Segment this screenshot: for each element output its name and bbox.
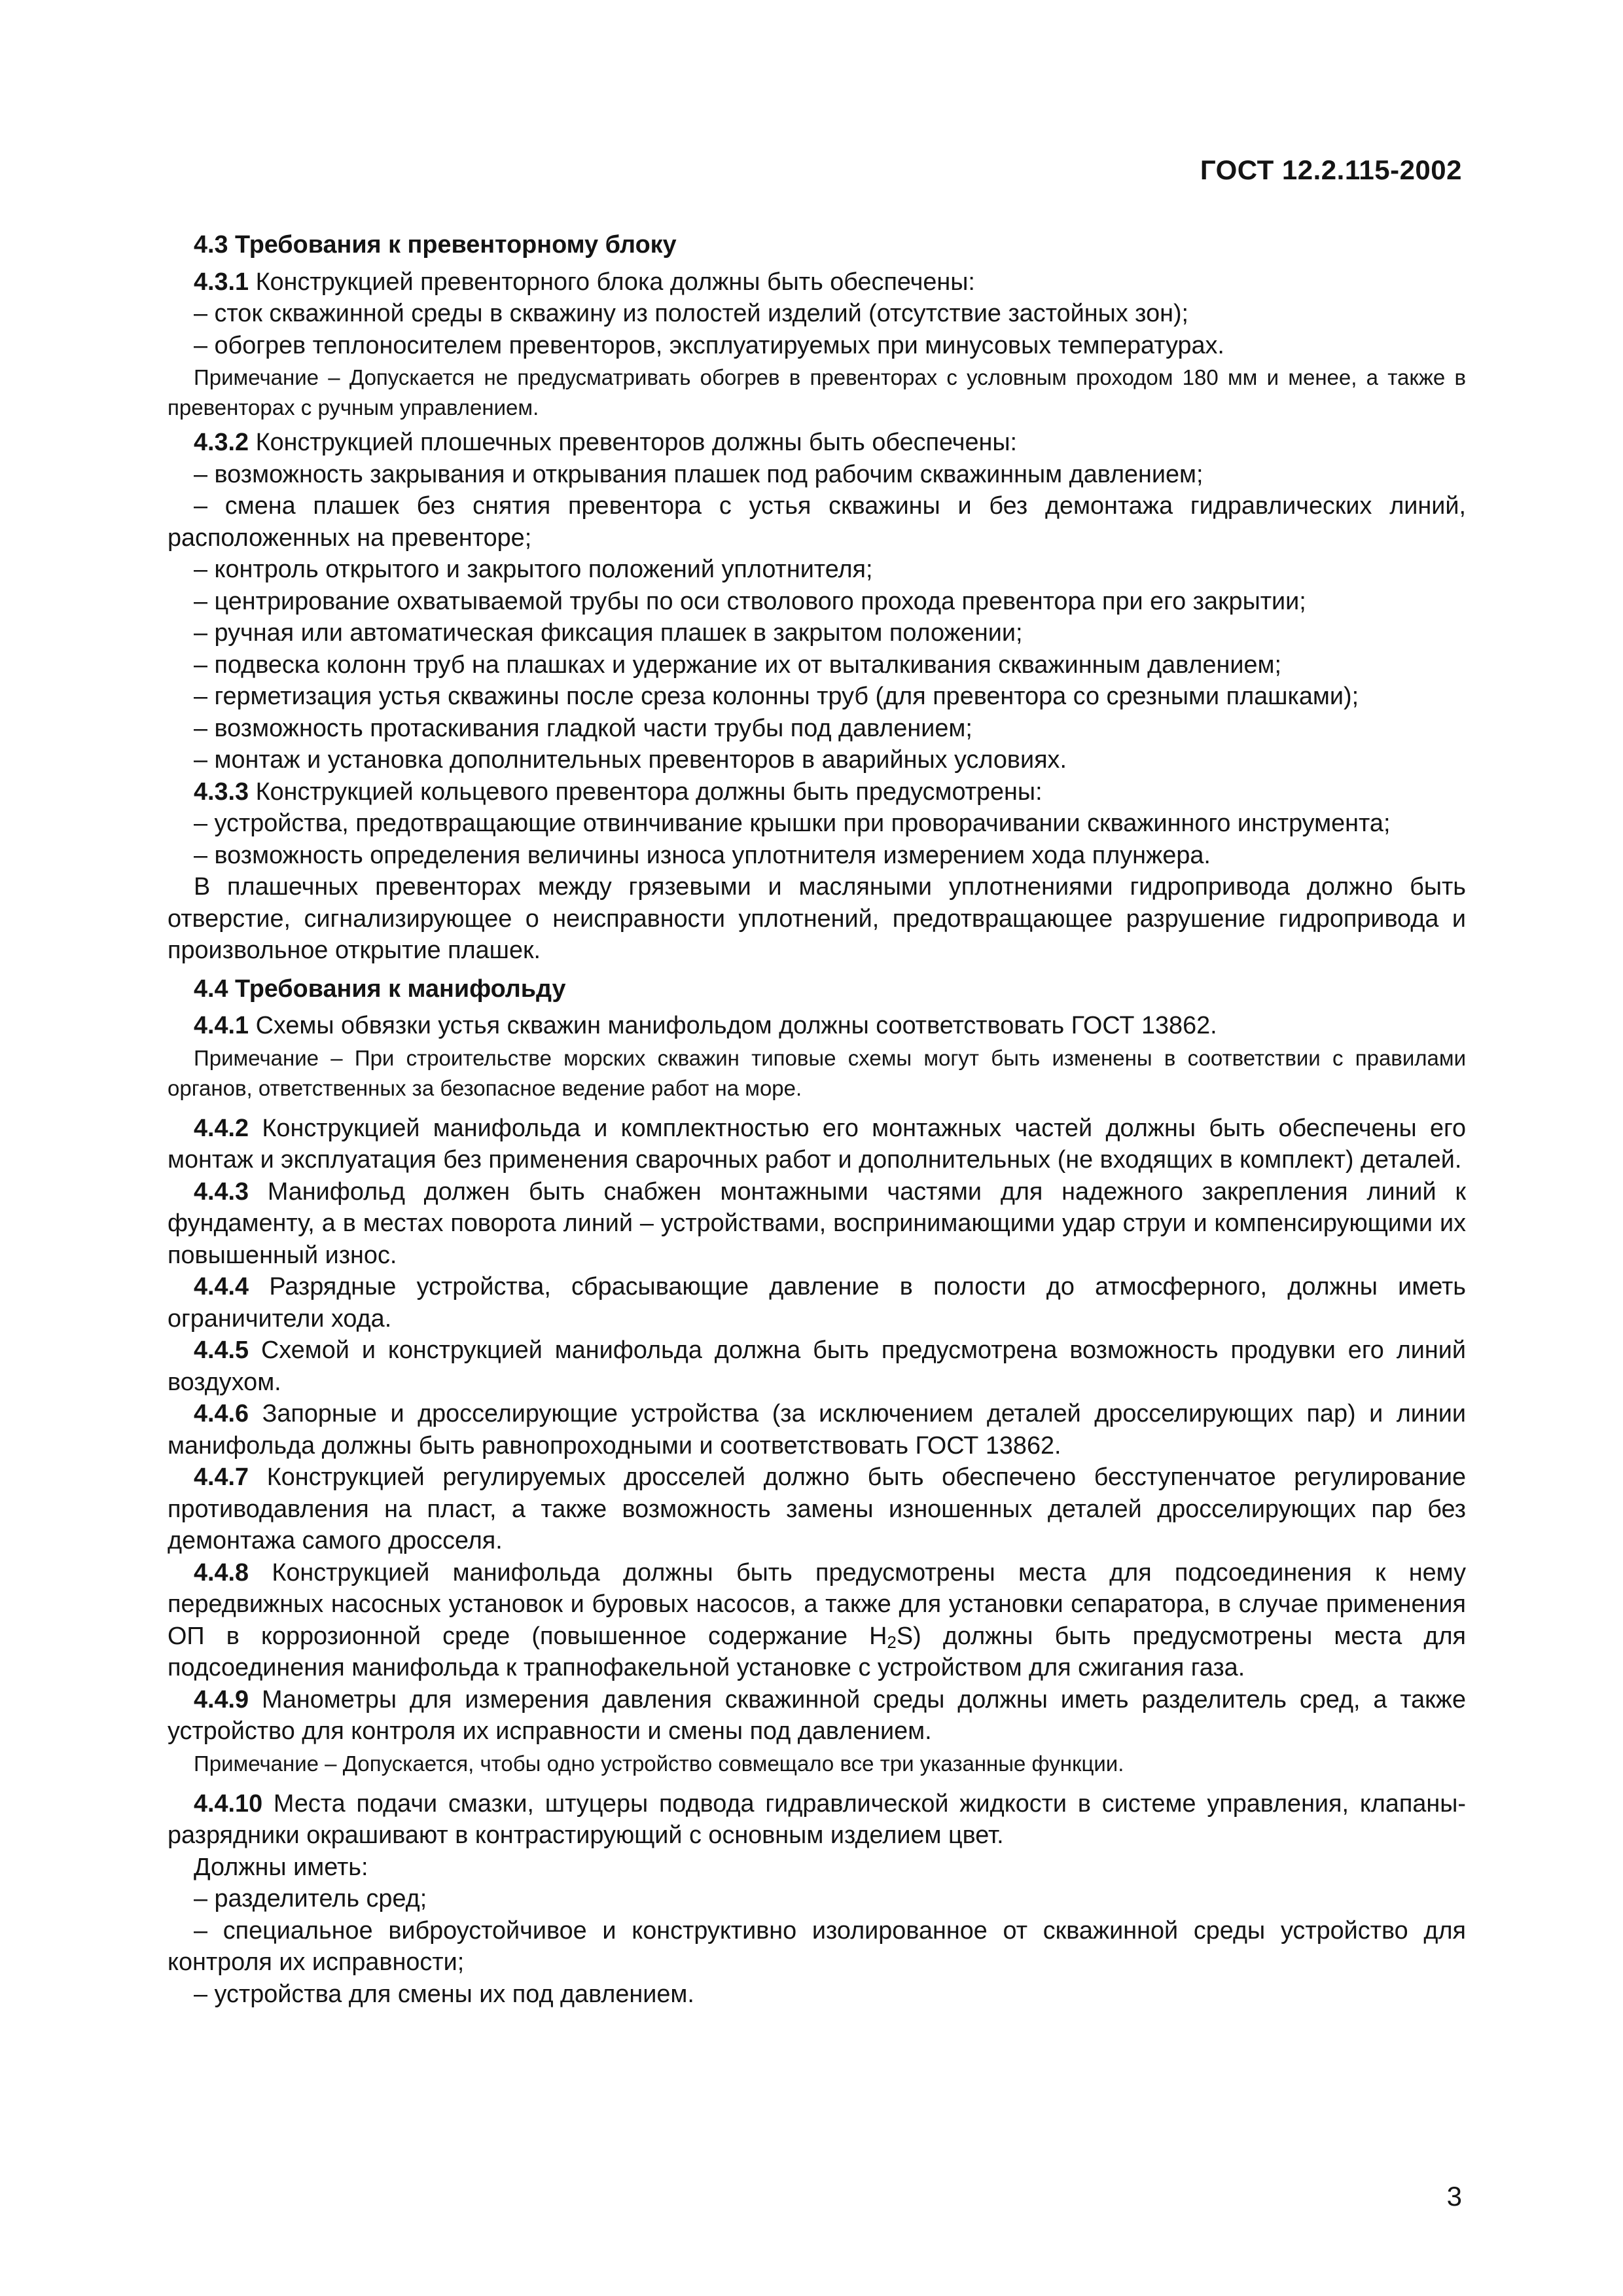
clause-number: 4.4.4: [194, 1273, 249, 1300]
clause-4-4-2: [168, 1113, 1466, 1176]
clause-text: Манометры для измерения давления скважинной среды должны иметь разделитель сред, а также устройство для контроля их исправности и смены под давлением.: [168, 1685, 1466, 1745]
document-code-header: ГОСТ 12.2.115-2002: [1200, 154, 1462, 185]
document-body: [168, 229, 1466, 2010]
clause-4-4-4: [168, 1271, 1466, 1335]
clause-number: 4.4.9: [194, 1685, 249, 1713]
clause-4-3-3: [168, 776, 1466, 808]
clause-4-4-9: [168, 1684, 1466, 1748]
list-item: – возможность протаскивания гладкой части трубы под давлением;: [194, 714, 972, 742]
clause-number: 4.3.3: [194, 778, 249, 806]
list-item: – смена плашек без снятия превентора с устья скважины и без демонтажа гидравлических линий, расположенных на превенторе;: [168, 492, 1466, 552]
clause-number: 4.3.2: [194, 429, 249, 456]
clause-number: 4.4.3: [194, 1177, 249, 1206]
subscript: 2: [887, 1632, 897, 1652]
list-item: – устройства, предотвращающие отвинчивание крышки при проворачивании скважинного инструмента;: [194, 810, 1391, 837]
note-4-3-1: Примечание – Допускается не предусматривать обогрев в превенторах с условным проходом 180 мм и менее, а также в превенторах с ручным управлением.: [168, 365, 1466, 420]
clause-text: Запорные и дросселирующие устройства (за исключением деталей дросселирующих пар) и линии манифольда должны быть равнопроходными и соответствовать ГОСТ 13862.: [168, 1400, 1466, 1460]
section-heading-4-3: 4.3 Требования к превенторному блоку: [194, 231, 677, 259]
clause-text: Конструкцией регулируемых дросселей должно быть обеспечено бесступенчатое регулирование противодавления на пласт, а также возможность замены изношенных деталей дросселирующих пар без демонтажа самого дросселя.: [168, 1463, 1466, 1554]
clause-text: Конструкцией манифольда и комплектностью его монтажных частей должны быть обеспечены его монтаж и эксплуатация без применения сварочных работ и дополнительных (не входящих в комплект) деталей.: [168, 1114, 1466, 1174]
clause-4-4-8: [168, 1557, 1466, 1684]
list-item: – герметизация устья скважины после среза колонны труб (для превентора со срезными плашками);: [194, 683, 1359, 710]
page-number: 3: [1446, 2181, 1462, 2212]
clause-text: Схемы обвязки устья скважин манифольдом должны соответствовать ГОСТ 13862.: [255, 1012, 1217, 1039]
list-item: – центрирование охватываемой трубы по оси стволового прохода превентора при его закрытии;: [194, 587, 1306, 615]
clause-text: Конструкцией манифольда должны быть предусмотрены места для подсоединения к нему передвижных насосных установок и буровых насосов, а также для установки сепаратора, в случае применения ОП в коррозионной среде (повышенное содержание H: [168, 1558, 1466, 1650]
clause-number: 4.4.1: [194, 1012, 249, 1039]
list-item: – специальное виброустойчивое и конструктивно изолированное от скважинной среды устройство для контроля их исправности;: [168, 1916, 1466, 1976]
clause-text: Конструкцией кольцевого превентора должны быть предусмотрены:: [255, 778, 1043, 806]
clause-4-4-5: [168, 1335, 1466, 1398]
clause-number: 4.4.7: [194, 1463, 249, 1491]
clause-text-continued: S) должны быть предусмотрены места для подсоединения манифольда к трапнофакельной установке с устройством для сжигания газа.: [168, 1622, 1466, 1681]
clause-number: 4.4.6: [194, 1400, 249, 1427]
list-item: – обогрев теплоносителем превенторов, эксплуатируемых при минусовых температурах.: [194, 331, 1224, 359]
list-item: – ручная или автоматическая фиксация плашек в закрытом положении;: [194, 619, 1023, 647]
clause-4-4-1: [168, 1010, 1466, 1042]
clause-number: 4.4.8: [194, 1558, 249, 1587]
clause-text: Конструкцией плошечных превенторов должны быть обеспечены:: [255, 429, 1018, 456]
clause-text: Места подачи смазки, штуцеры подвода гидравлической жидкости в системе управления, клапаны-разрядники окрашивают в контрастирующий с основным изделием цвет.: [168, 1789, 1466, 1849]
clause-number: 4.4.2: [194, 1114, 249, 1142]
list-item: – возможность закрывания и открывания плашек под рабочим скважинным давлением;: [194, 460, 1204, 488]
clause-number: 4.4.10: [194, 1789, 263, 1818]
list-item: – разделитель сред;: [194, 1885, 427, 1912]
list-item: – контроль открытого и закрытого положений уплотнителя;: [194, 556, 873, 583]
paragraph: Должны иметь:: [194, 1853, 368, 1881]
clause-text: Разрядные устройства, сбрасывающие давление в полости до атмосферного, должны иметь ограничители хода.: [168, 1273, 1466, 1333]
clause-number: 4.3.1: [194, 268, 249, 296]
clause-4-4-10: [168, 1788, 1466, 1852]
list-item: – монтаж и установка дополнительных превенторов в аварийных условиях.: [194, 746, 1067, 774]
list-item: – сток скважинной среды в скважину из полостей изделий (отсутствие застойных зон);: [194, 300, 1189, 327]
clause-number: 4.4.5: [194, 1336, 249, 1364]
paragraph: В плашечных превенторах между грязевыми и масляными уплотнениями гидропривода должно быть отверстие, сигнализирующее о неисправности уплотнений, предотвращающее разрушение гидропривода и произвольное открытие плашек.: [168, 873, 1466, 964]
clause-text: Схемой и конструкцией манифольда должна быть предусмотрена возможность продувки его линий воздухом.: [168, 1336, 1466, 1396]
clause-4-3-1: [168, 266, 1466, 298]
clause-text: Конструкцией превенторного блока должны быть обеспечены:: [255, 268, 975, 296]
clause-4-4-7: [168, 1462, 1466, 1557]
clause-text: Манифольд должен быть снабжен монтажными частями для надежного закрепления линий к фундаменту, а в местах поворота линий – устройствами, воспринимающими удар струи и компенсирующими их повышенный износ.: [168, 1177, 1466, 1269]
list-item: – устройства для смены их под давлением.: [194, 1980, 694, 2008]
list-item: – подвеска колонн труб на плашках и удержание их от выталкивания скважинным давлением;: [194, 651, 1281, 679]
clause-4-3-2: [168, 427, 1466, 459]
note-4-4-9: Примечание – Допускается, чтобы одно устройство совмещало все три указанные функции.: [194, 1751, 1124, 1776]
section-heading-4-4: 4.4 Требования к манифольду: [194, 975, 566, 1003]
list-item: – возможность определения величины износа уплотнителя измерением хода плунжера.: [194, 841, 1211, 869]
clause-4-4-3: [168, 1176, 1466, 1272]
clause-4-4-6: [168, 1398, 1466, 1462]
note-4-4-1: Примечание – При строительстве морских скважин типовые схемы могут быть изменены в соответствии с правилами органов, ответственных за безопасное ведение работ на море.: [168, 1045, 1466, 1100]
